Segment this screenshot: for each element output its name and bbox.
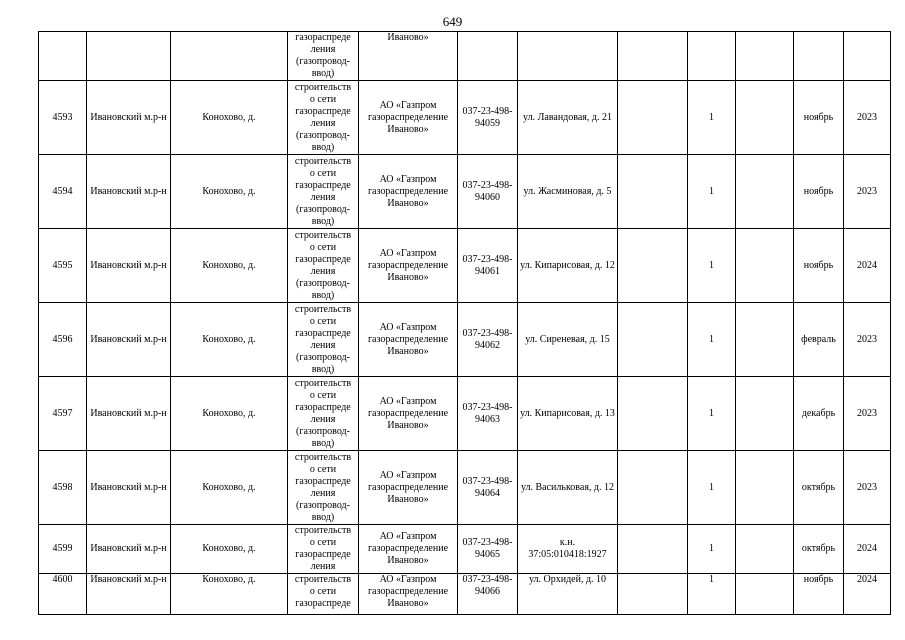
cell-year: 2024 — [844, 229, 891, 303]
cell-work-type: газораспреде ления (газопровод- ввод) — [288, 32, 359, 81]
cell-count: 1 — [688, 377, 736, 451]
cell-year: 2023 — [844, 303, 891, 377]
cell-address: ул. Кипарисовая, д. 12 — [518, 229, 618, 303]
cell-code: 037-23-498-94066 — [458, 574, 518, 615]
page-number: 649 — [442, 14, 463, 29]
cell-work-type: строительств о сети газораспреде ления — [288, 525, 359, 574]
cell-year: 2023 — [844, 81, 891, 155]
cell-count: 1 — [688, 229, 736, 303]
table-body — [39, 32, 891, 615]
cell-month: февраль — [794, 303, 844, 377]
cell-empty-2 — [736, 155, 794, 229]
cell-empty-2 — [736, 451, 794, 525]
cell-code: 037-23-498-94061 — [458, 229, 518, 303]
cell-organization: Иваново» — [359, 32, 458, 81]
table-row — [39, 155, 891, 229]
cell-district: Ивановский м.р-н — [87, 155, 171, 229]
cell-count: 1 — [688, 303, 736, 377]
cell-month: октябрь — [794, 525, 844, 574]
cell-district: Ивановский м.р-н — [87, 229, 171, 303]
cell-address — [518, 32, 618, 81]
cell-num: 4594 — [39, 155, 87, 229]
cell-work-type: строительств о сети газораспреде ления (газопровод- ввод) — [288, 155, 359, 229]
cell-locality: Конохово, д. — [171, 229, 288, 303]
cell-code: 037-23-498-94060 — [458, 155, 518, 229]
cell-month: ноябрь — [794, 81, 844, 155]
cell-organization: АО «Газпром газораспределение Иваново» — [359, 451, 458, 525]
cell-district: Ивановский м.р-н — [87, 377, 171, 451]
cell-locality: Конохово, д. — [171, 525, 288, 574]
cell-code: 037-23-498-94059 — [458, 81, 518, 155]
cell-organization: АО «Газпром газораспределение Иваново» — [359, 155, 458, 229]
cell-empty-1 — [618, 229, 688, 303]
cell-empty-2 — [736, 229, 794, 303]
cell-empty-1 — [618, 81, 688, 155]
cell-num: 4596 — [39, 303, 87, 377]
cell-year: 2023 — [844, 451, 891, 525]
cell-work-type: строительств о сети газораспреде — [288, 574, 359, 615]
cell-empty-1 — [618, 32, 688, 81]
cell-year — [844, 32, 891, 81]
table-row — [39, 377, 891, 451]
cell-year: 2024 — [844, 574, 891, 615]
cell-count: 1 — [688, 574, 736, 615]
cell-empty-1 — [618, 574, 688, 615]
cell-code: 037-23-498-94062 — [458, 303, 518, 377]
table-row — [39, 303, 891, 377]
cell-locality — [171, 32, 288, 81]
cell-empty-1 — [618, 303, 688, 377]
cell-work-type: строительств о сети газораспреде ления (газопровод- ввод) — [288, 229, 359, 303]
cell-organization: АО «Газпром газораспределение Иваново» — [359, 229, 458, 303]
cell-count — [688, 32, 736, 81]
cell-year: 2023 — [844, 155, 891, 229]
cell-address: ул. Васильковая, д. 12 — [518, 451, 618, 525]
cell-num: 4599 — [39, 525, 87, 574]
cell-district: Ивановский м.р-н — [87, 451, 171, 525]
cell-locality: Конохово, д. — [171, 451, 288, 525]
cell-code: 037-23-498-94065 — [458, 525, 518, 574]
cell-month: ноябрь — [794, 229, 844, 303]
cell-organization: АО «Газпром газораспределение Иваново» — [359, 574, 458, 615]
cell-district: Ивановский м.р-н — [87, 525, 171, 574]
cell-empty-2 — [736, 377, 794, 451]
cell-empty-1 — [618, 155, 688, 229]
table-row — [39, 81, 891, 155]
cell-locality: Конохово, д. — [171, 377, 288, 451]
cell-district — [87, 32, 171, 81]
cell-district: Ивановский м.р-н — [87, 303, 171, 377]
table-row — [39, 229, 891, 303]
table-row — [39, 574, 891, 615]
continuation-row — [39, 32, 891, 81]
cell-locality: Конохово, д. — [171, 81, 288, 155]
cell-address: ул. Лавандовая, д. 21 — [518, 81, 618, 155]
table-row — [39, 525, 891, 574]
cell-code: 037-23-498-94063 — [458, 377, 518, 451]
cell-num — [39, 32, 87, 81]
cell-num: 4598 — [39, 451, 87, 525]
cell-code: 037-23-498-94064 — [458, 451, 518, 525]
cell-work-type: строительств о сети газораспреде ления (газопровод- ввод) — [288, 377, 359, 451]
cell-district: Ивановский м.р-н — [87, 574, 171, 615]
table-row — [39, 451, 891, 525]
cell-address: ул. Сиреневая, д. 15 — [518, 303, 618, 377]
cell-empty-2 — [736, 525, 794, 574]
cell-work-type: строительств о сети газораспреде ления (газопровод- ввод) — [288, 303, 359, 377]
cell-address: ул. Жасминовая, д. 5 — [518, 155, 618, 229]
cell-num: 4597 — [39, 377, 87, 451]
cell-locality: Конохово, д. — [171, 303, 288, 377]
cell-month: декабрь — [794, 377, 844, 451]
cell-month: октябрь — [794, 451, 844, 525]
cell-organization: АО «Газпром газораспределение Иваново» — [359, 525, 458, 574]
cell-num: 4593 — [39, 81, 87, 155]
cell-month — [794, 32, 844, 81]
cell-empty-1 — [618, 525, 688, 574]
cell-organization: АО «Газпром газораспределение Иваново» — [359, 377, 458, 451]
cell-address: к.н. 37:05:010418:1927 — [518, 525, 618, 574]
cell-address: ул. Орхидей, д. 10 — [518, 574, 618, 615]
cell-address: ул. Кипарисовая, д. 13 — [518, 377, 618, 451]
cell-locality: Конохово, д. — [171, 155, 288, 229]
cell-organization: АО «Газпром газораспределение Иваново» — [359, 303, 458, 377]
cell-empty-1 — [618, 377, 688, 451]
cell-count: 1 — [688, 155, 736, 229]
cell-count: 1 — [688, 451, 736, 525]
cell-num: 4595 — [39, 229, 87, 303]
cell-month: ноябрь — [794, 574, 844, 615]
cell-empty-2 — [736, 303, 794, 377]
cell-code — [458, 32, 518, 81]
cell-count: 1 — [688, 81, 736, 155]
cell-empty-2 — [736, 574, 794, 615]
cell-organization: АО «Газпром газораспределение Иваново» — [359, 81, 458, 155]
cell-work-type: строительств о сети газораспреде ления (газопровод- ввод) — [288, 451, 359, 525]
gasification-register-table — [38, 31, 891, 615]
cell-work-type: строительств о сети газораспреде ления (газопровод- ввод) — [288, 81, 359, 155]
cell-count: 1 — [688, 525, 736, 574]
cell-month: ноябрь — [794, 155, 844, 229]
cell-num: 4600 — [39, 574, 87, 615]
cell-district: Ивановский м.р-н — [87, 81, 171, 155]
cell-locality: Конохово, д. — [171, 574, 288, 615]
cell-year: 2024 — [844, 525, 891, 574]
cell-year: 2023 — [844, 377, 891, 451]
cell-empty-2 — [736, 32, 794, 81]
cell-empty-1 — [618, 451, 688, 525]
cell-empty-2 — [736, 81, 794, 155]
